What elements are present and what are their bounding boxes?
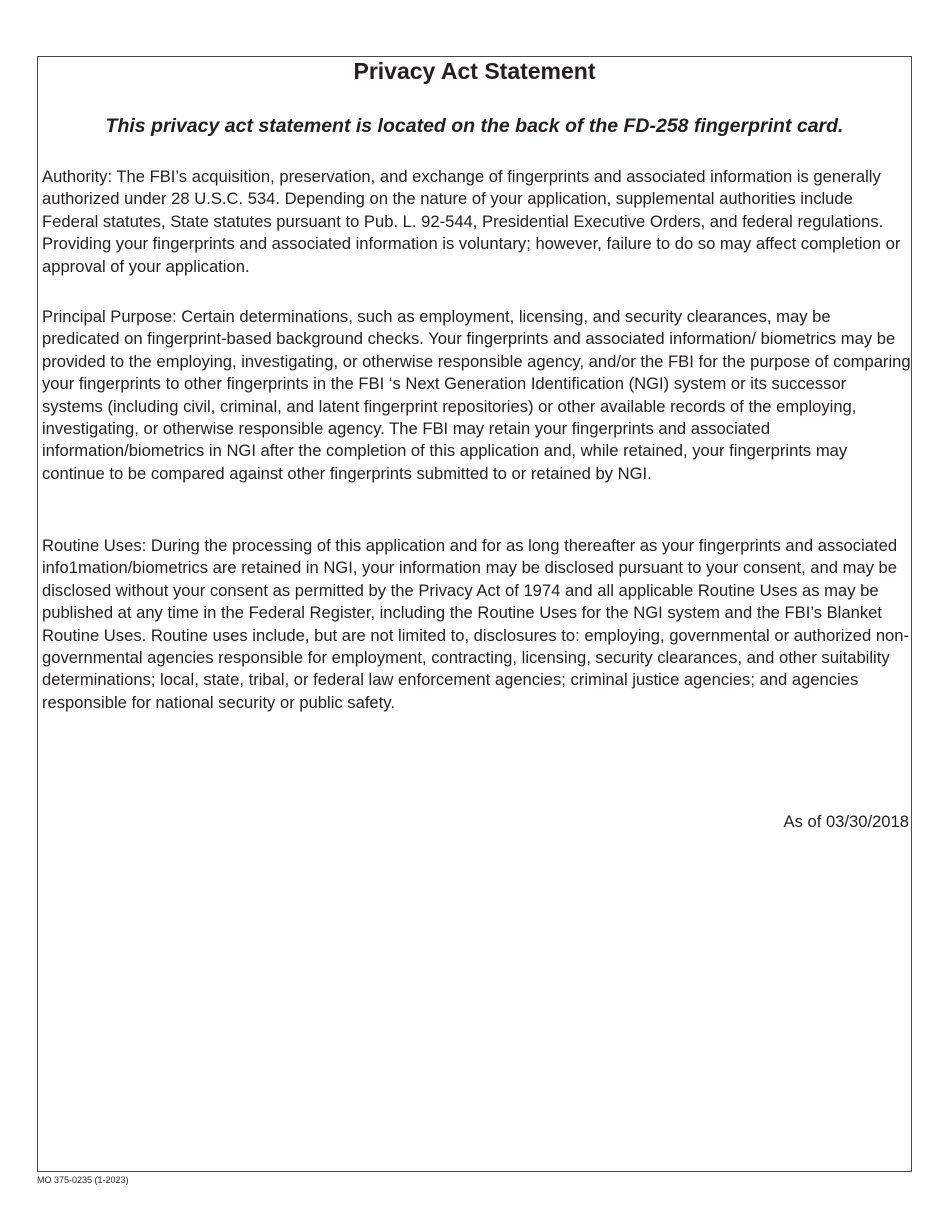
page-title: Privacy Act Statement: [353, 58, 596, 84]
form-number: MO 375-0235 (1-2023): [37, 1175, 129, 1185]
authority-paragraph: Authority: The FBI’s acquisition, preservation, and exchange of fingerprints and associated information is generally authorized under 28 U.S.C. 534. Depending on the nature of your application, supplemental authorities include Federal statutes, State statutes pursuant to Pub. L. 92-544, Presidential Executive Orders, and federal regulations. Providing your fingerprints and associated information is voluntary; however, failure to do so may affect completion or approval of your application.: [42, 167, 901, 276]
as-of-date: As of 03/30/2018: [783, 812, 909, 831]
page-subtitle: This privacy act statement is located on the back of the FD-258 fingerprint card.: [105, 115, 844, 137]
routine-uses-paragraph: Routine Uses: During the processing of this application and for as long thereafter as your fingerprints and associated info1mation/biometrics are retained in NGI, your information may be disclosed pursuant to your consent, and may be disclosed without your consent as permitted by the Privacy Act of 1974 and all applicable Routine Uses as may be published at any time in the Federal Register, including the Routine Uses for the NGI system and the FBI’s Blanket Routine Uses. Routine uses include, but are not limited to, disclosures to: employing, governmental or authorized non-governmental agencies responsible for employment, contracting, licensing, security clearances, and other suitability determinations; local, state, tribal, or federal law enforcement agencies; criminal justice agencies; and agencies responsible for national security or public safety.: [42, 536, 910, 712]
principal-purpose-paragraph: Principal Purpose: Certain determinations, such as employment, licensing, and security clearances, may be predicated on fingerprint-based background checks. Your fingerprints and associated information/ biometrics may be provided to the employing, investigating, or otherwise responsible agency, and/or the FBI for the purpose of comparing your fingerprints to other fingerprints in the FBI ‘s Next Generation Identification (NGI) system or its successor systems (including civil, criminal, and latent fingerprint repositories) or other available records of the employing, investigating, or otherwise responsible agency. The FBI may retain your fingerprints and associated information/biometrics in NGI after the completion of this application and, while retained, your fingerprints may continue to be compared against other fingerprints submitted to or retained by NGI.: [42, 307, 911, 483]
